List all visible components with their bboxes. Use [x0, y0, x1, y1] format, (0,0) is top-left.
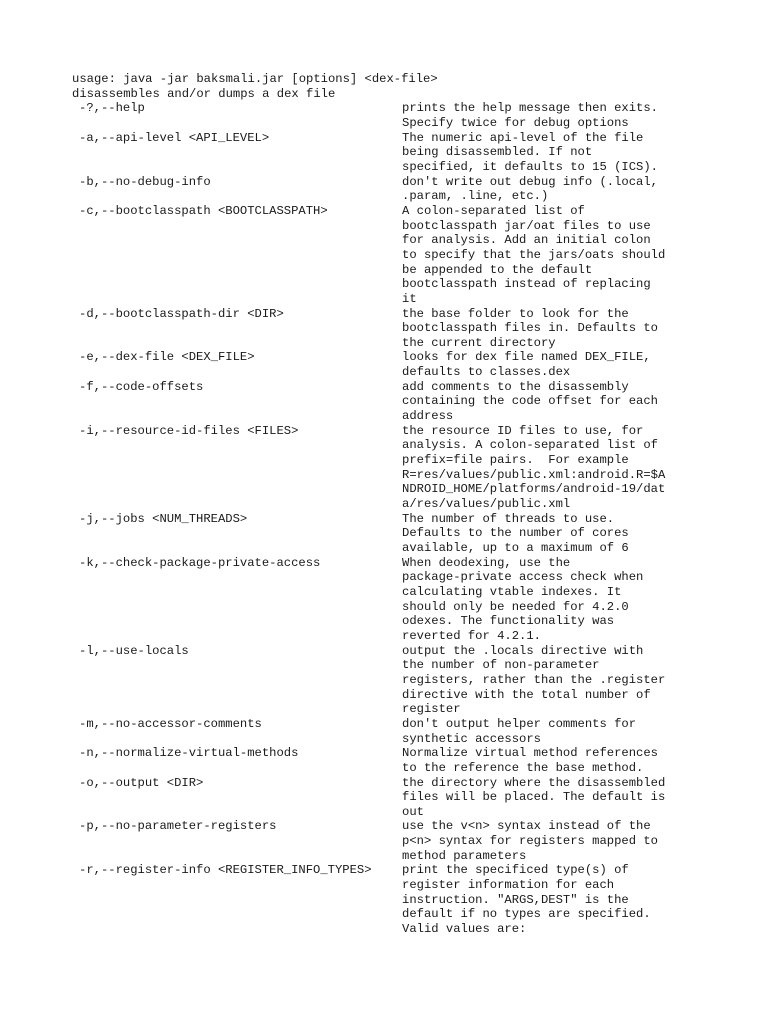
option-description-line: synthetic accessors	[402, 731, 541, 746]
option-description	[402, 863, 682, 936]
option-description-line: default if no types are specified.	[402, 907, 651, 922]
option-description-line: be appended to the default	[402, 262, 593, 277]
option-description-line: don't write out debug info (.local,	[402, 174, 658, 189]
option-description-line: output the .locals directive with	[402, 643, 644, 658]
option-flag: -i,--resource-id-files <FILES>	[79, 423, 299, 438]
option-description-line: reverted for 4.2.1.	[402, 628, 541, 643]
option-description-line: the base folder to look for the	[402, 306, 629, 321]
option-description-line: looks for dex file named DEX_FILE,	[402, 350, 651, 365]
option-description-line: R=res/values/public.xml:android.R=$A	[402, 467, 666, 482]
option-row	[72, 380, 712, 424]
option-description-line: defaults to classes.dex	[402, 365, 571, 380]
option-description-line: containing the code offset for each	[402, 394, 658, 409]
option-description-line: add comments to the disassembly	[402, 379, 629, 394]
option-description-line: print the specificed type(s) of	[402, 863, 629, 878]
option-description	[402, 307, 682, 351]
option-description-line: prints the help message then exits.	[402, 101, 658, 116]
option-row	[72, 131, 712, 175]
option-flag: -c,--bootclasspath <BOOTCLASSPATH>	[79, 203, 328, 218]
option-description-line: p<n> syntax for registers mapped to	[402, 834, 658, 849]
option-description-line: for analysis. Add an initial colon	[402, 233, 651, 248]
option-row	[72, 717, 712, 746]
option-description	[402, 350, 682, 379]
option-description-line: should only be needed for 4.2.0	[402, 599, 629, 614]
option-description-line: prefix=file pairs. For example	[402, 453, 629, 468]
option-row	[72, 556, 712, 644]
option-description-line: a/res/values/public.xml	[402, 497, 571, 512]
option-flag: -n,--normalize-virtual-methods	[79, 746, 299, 761]
option-description-line: the number of non-parameter	[402, 658, 600, 673]
option-description-line: analysis. A colon-separated list of	[402, 438, 658, 453]
option-description-line: Valid values are:	[402, 922, 527, 937]
option-flag: -f,--code-offsets	[79, 379, 204, 394]
option-flag: -?,--help	[79, 101, 145, 116]
option-description-line: NDROID_HOME/platforms/android-19/dat	[402, 482, 666, 497]
option-description	[402, 746, 682, 775]
option-description	[402, 204, 682, 307]
option-description-line: files will be placed. The default is	[402, 790, 666, 805]
option-description-line: Normalize virtual method references	[402, 746, 658, 761]
option-description	[402, 512, 682, 556]
option-description-line: to the reference the base method.	[402, 760, 644, 775]
option-description-line: calculating vtable indexes. It	[402, 584, 622, 599]
option-row	[72, 350, 712, 379]
option-description-line: Defaults to the number of cores	[402, 526, 629, 541]
option-description	[402, 131, 682, 175]
usage-line: usage: java -jar baksmali.jar [options] <dex-file>	[72, 72, 438, 86]
option-description	[402, 556, 682, 644]
option-description-line: register information for each	[402, 878, 615, 893]
option-description	[402, 101, 682, 130]
option-description-line: it	[402, 291, 417, 306]
option-flag: -e,--dex-file <DEX_FILE>	[79, 350, 255, 365]
option-row	[72, 644, 712, 717]
option-row	[72, 512, 712, 556]
summary-line: disassembles and/or dumps a dex file	[72, 86, 336, 101]
option-flag: -r,--register-info <REGISTER_INFO_TYPES>	[79, 863, 372, 878]
option-row	[72, 819, 712, 863]
option-description	[402, 819, 682, 863]
option-description-line: When deodexing, use the	[402, 555, 571, 570]
option-description-line: instruction. "ARGS,DEST" is the	[402, 892, 629, 907]
option-description-line: .param, .line, etc.)	[402, 189, 549, 204]
document-page	[72, 72, 712, 937]
option-description-line: odexes. The functionality was	[402, 614, 615, 629]
option-row	[72, 746, 712, 775]
option-description-line: address	[402, 409, 454, 424]
option-description-line: to specify that the jars/oats should	[402, 247, 666, 262]
option-description	[402, 380, 682, 424]
option-description-line: out	[402, 804, 424, 819]
option-description-line: specified, it defaults to 15 (ICS).	[402, 159, 658, 174]
option-flag: -d,--bootclasspath-dir <DIR>	[79, 306, 284, 321]
option-description	[402, 175, 682, 204]
option-description-line: don't output helper comments for	[402, 716, 637, 731]
option-row	[72, 204, 712, 307]
option-description-line: Specify twice for debug options	[402, 115, 629, 130]
option-description-line: the directory where the disassembled	[402, 775, 666, 790]
option-description-line: package-private access check when	[402, 570, 644, 585]
option-description-line: directive with the total number of	[402, 687, 651, 702]
option-row	[72, 101, 712, 130]
option-description-line: bootclasspath instead of replacing	[402, 277, 651, 292]
option-description	[402, 644, 682, 717]
options-list	[72, 101, 712, 936]
option-description-line: The number of threads to use.	[402, 511, 615, 526]
option-row	[72, 776, 712, 820]
option-description-line: available, up to a maximum of 6	[402, 541, 629, 555]
option-flag: -p,--no-parameter-registers	[79, 819, 277, 834]
option-description-line: register	[402, 702, 461, 717]
option-description-line: the resource ID files to use, for	[402, 423, 644, 438]
option-description-line: The numeric api-level of the file	[402, 130, 644, 145]
option-flag: -l,--use-locals	[79, 643, 189, 658]
option-description-line: use the v<n> syntax instead of the	[402, 819, 651, 834]
option-description-line: A colon-separated list of	[402, 203, 585, 218]
option-flag: -b,--no-debug-info	[79, 174, 211, 189]
option-flag: -m,--no-accessor-comments	[79, 716, 262, 731]
option-row	[72, 175, 712, 204]
option-row	[72, 424, 712, 512]
option-description-line: bootclasspath jar/oat files to use	[402, 218, 651, 233]
option-description-line: registers, rather than the .register	[402, 672, 666, 687]
option-row	[72, 307, 712, 351]
option-description	[402, 776, 682, 820]
option-flag: -j,--jobs <NUM_THREADS>	[79, 511, 248, 526]
option-description	[402, 717, 682, 746]
option-description-line: the current directory	[402, 335, 556, 350]
option-description	[402, 424, 682, 512]
option-flag: -o,--output <DIR>	[79, 775, 204, 790]
option-description-line: bootclasspath files in. Defaults to	[402, 321, 658, 336]
option-flag: -k,--check-package-private-access	[79, 555, 321, 570]
option-row	[72, 863, 712, 936]
option-description-line: being disassembled. If not	[402, 145, 593, 160]
option-description-line: method parameters	[402, 848, 527, 863]
option-flag: -a,--api-level <API_LEVEL>	[79, 130, 270, 145]
